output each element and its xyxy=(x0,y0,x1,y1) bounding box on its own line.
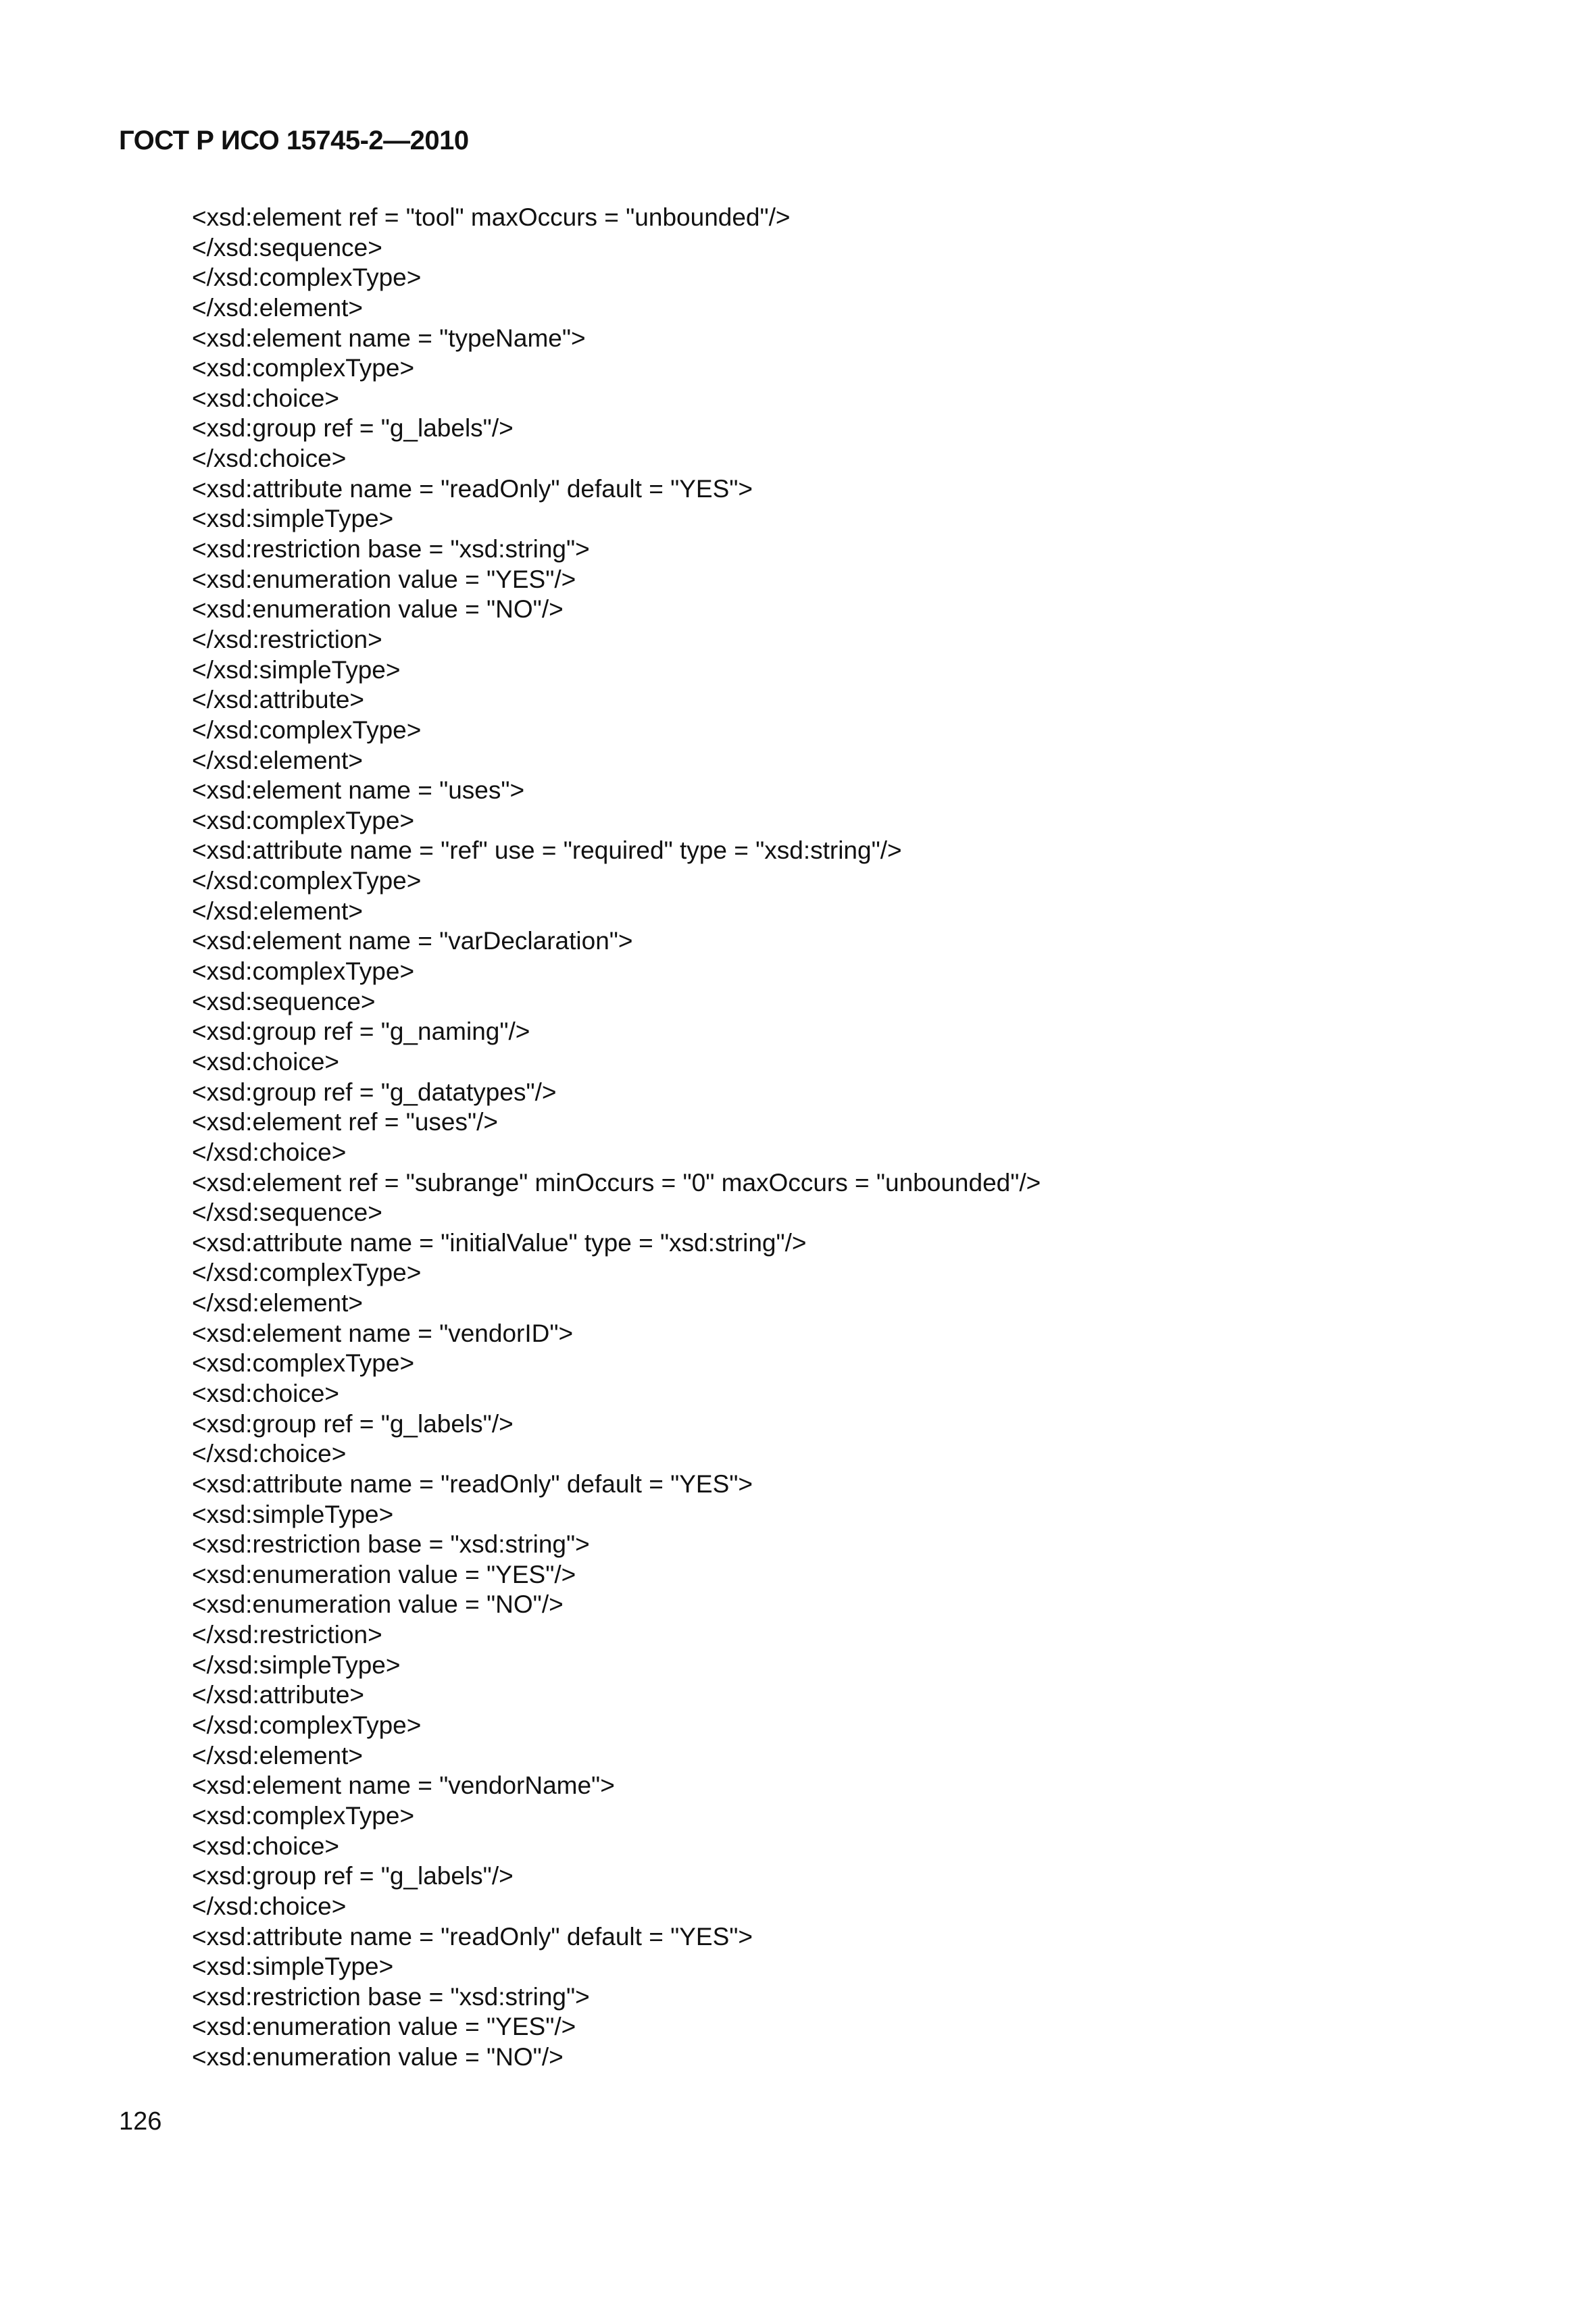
code-line: <xsd:element name = "vendorName"> xyxy=(192,1771,615,1800)
code-line: <xsd:element ref = "tool" maxOccurs = "unbounded"/> xyxy=(192,203,791,231)
code-line: <xsd:element ref = "uses"/> xyxy=(192,1108,499,1136)
code-line: </xsd:restriction> xyxy=(192,625,382,653)
code-line: </xsd:element> xyxy=(192,293,363,322)
page-number: 126 xyxy=(119,2107,162,2136)
code-line: </xsd:choice> xyxy=(192,1892,347,1920)
code-line: <xsd:choice> xyxy=(192,1832,340,1860)
code-line: <xsd:simpleType> xyxy=(192,1953,394,1981)
code-line: </xsd:sequence> xyxy=(192,1199,382,1227)
code-line: <xsd:restriction base = "xsd:string"> xyxy=(192,1530,590,1559)
code-line: </xsd:complexType> xyxy=(192,263,422,292)
code-line: <xsd:complexType> xyxy=(192,1801,415,1830)
code-line: <xsd:element ref = "subrange" minOccurs = "0" maxOccurs = "unbounded"/> xyxy=(192,1168,1041,1197)
xsd-code-listing xyxy=(192,203,1041,2073)
code-line: </xsd:restriction> xyxy=(192,1621,382,1649)
code-line: <xsd:enumeration value = "NO"/> xyxy=(192,2043,564,2071)
code-line: <xsd:enumeration value = "NO"/> xyxy=(192,1590,564,1619)
code-line: </xsd:simpleType> xyxy=(192,1651,401,1679)
code-line: </xsd:complexType> xyxy=(192,715,422,744)
code-line: </xsd:element> xyxy=(192,1741,363,1769)
code-line: <xsd:group ref = "g_labels"/> xyxy=(192,1862,514,1890)
code-line: <xsd:enumeration value = "YES"/> xyxy=(192,2013,576,2041)
code-line: <xsd:simpleType> xyxy=(192,1500,394,1528)
code-line: <xsd:choice> xyxy=(192,384,340,412)
code-line: <xsd:enumeration value = "YES"/> xyxy=(192,1560,576,1588)
code-line: </xsd:sequence> xyxy=(192,233,382,261)
document-header: ГОСТ Р ИСО 15745-2—2010 xyxy=(119,126,469,155)
code-line: <xsd:group ref = "g_labels"/> xyxy=(192,1409,514,1438)
code-line: </xsd:element> xyxy=(192,746,363,774)
code-line: <xsd:attribute name = "readOnly" default = "YES"> xyxy=(192,1469,753,1498)
code-line: <xsd:complexType> xyxy=(192,1349,415,1378)
code-line: <xsd:attribute name = "ref" use = "required" type = "xsd:string"/> xyxy=(192,836,902,865)
code-line: <xsd:element name = "uses"> xyxy=(192,776,525,805)
code-line: <xsd:attribute name = "readOnly" default = "YES"> xyxy=(192,1922,753,1951)
code-line: <xsd:element name = "typeName"> xyxy=(192,324,586,352)
code-line: <xsd:simpleType> xyxy=(192,505,394,533)
code-line: <xsd:complexType> xyxy=(192,354,415,382)
code-line: <xsd:attribute name = "initialValue" type = "xsd:string"/> xyxy=(192,1228,807,1257)
code-line: <xsd:enumeration value = "NO"/> xyxy=(192,595,564,624)
code-line: </xsd:complexType> xyxy=(192,867,422,895)
code-line: <xsd:attribute name = "readOnly" default = "YES"> xyxy=(192,474,753,503)
code-line: </xsd:attribute> xyxy=(192,1681,365,1709)
code-line: <xsd:sequence> xyxy=(192,987,376,1015)
code-line: <xsd:enumeration value = "YES"/> xyxy=(192,565,576,593)
code-line: </xsd:choice> xyxy=(192,1138,347,1166)
code-line: </xsd:simpleType> xyxy=(192,655,401,684)
code-line: </xsd:complexType> xyxy=(192,1711,422,1740)
code-line: <xsd:restriction base = "xsd:string"> xyxy=(192,535,590,563)
code-line: </xsd:choice> xyxy=(192,445,347,473)
code-line: <xsd:element name = "varDeclaration"> xyxy=(192,927,633,955)
code-line: </xsd:choice> xyxy=(192,1440,347,1468)
code-line: <xsd:group ref = "g_labels"/> xyxy=(192,414,514,443)
code-line: <xsd:complexType> xyxy=(192,957,415,986)
code-line: <xsd:choice> xyxy=(192,1379,340,1407)
code-line: </xsd:element> xyxy=(192,897,363,925)
code-line: <xsd:complexType> xyxy=(192,806,415,834)
code-line: <xsd:choice> xyxy=(192,1047,340,1076)
code-line: <xsd:element name = "vendorID"> xyxy=(192,1319,574,1347)
code-line: <xsd:restriction base = "xsd:string"> xyxy=(192,1982,590,2011)
code-line: </xsd:element> xyxy=(192,1289,363,1317)
code-line: </xsd:attribute> xyxy=(192,686,365,714)
code-line: </xsd:complexType> xyxy=(192,1259,422,1287)
code-line: <xsd:group ref = "g_naming"/> xyxy=(192,1017,530,1046)
code-line: <xsd:group ref = "g_datatypes"/> xyxy=(192,1078,557,1106)
